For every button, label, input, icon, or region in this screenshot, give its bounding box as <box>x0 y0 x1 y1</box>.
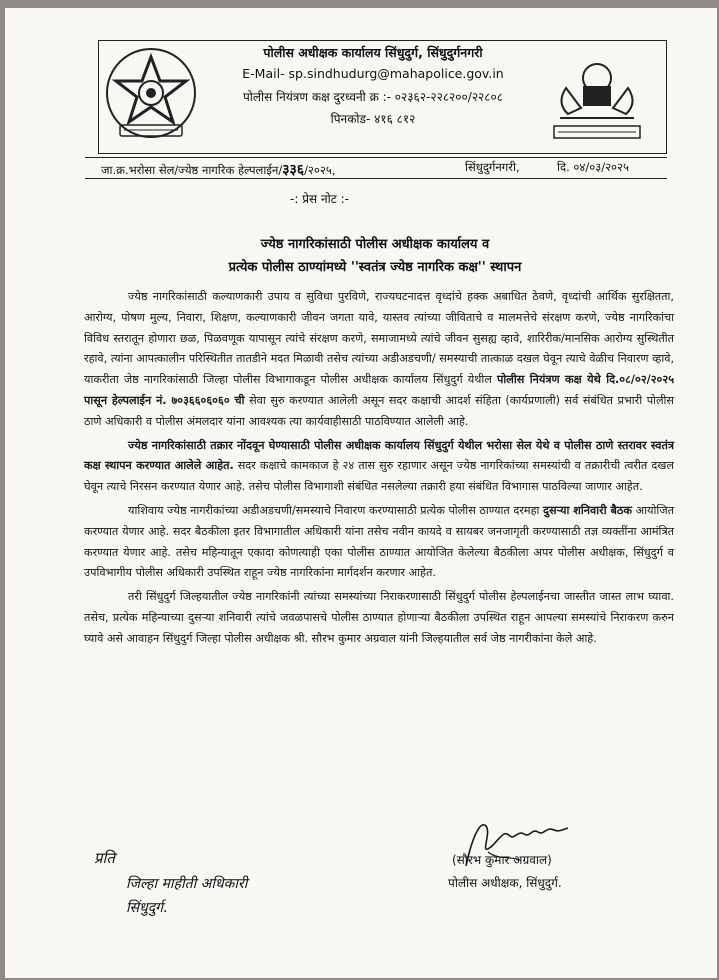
reference-year: /२०२५, <box>304 163 336 177</box>
recipient-line-1: जिल्हा माहीती अधिकारी <box>126 876 248 892</box>
paragraph-1-text: ज्येष्ठ नागरिकांसाठी कल्याणकारी उपाय व सुविधा पुरविणे, राज्यघटनादत्त वृध्दांचे हक्क अबाधित ठेवणे, वृध्दांची आर्थिक सुरक्षितता, आरोग्य, पोषण मुल्य, निवारा, शिक्षण, कल्याणकारी जीवन जगता यावे, यास्तव त्यांच्या जीविताचे व मालमत्तेचे संरक्षण करणे, ज्येष्ठ नागरिकांचा विविध स्तरातून होणारा छळ, पिळवणूक यापासून त्यांचे संरक्षण करणे, समाजामध्ये त्यांचे जीवन सुसह्य व्हावे, शारिरीक/मानसिक आरोग्य सुस्थितीत रहावे, त्यांना आपत्कालीन परिस्थितीत तातडीने मदत मिळावी तसेच त्यांच्या अडीअडचणी/ समस्याची तात्काळ दखल घेवून त्याचे वेळीच निवारण व्हावे, याकरीता जेष्ठ नागरिकांसाठी जिल्हा पोलीस विभागाकडून पोलीस अधीक्षक कार्यालय सिंधुदुर्ग येथील <box>84 290 674 387</box>
reference-bar <box>85 157 667 179</box>
office-name: पोलीस अधीक्षक कार्यालय सिंधुदुर्ग, सिंधुदुर्गनगरी <box>263 45 483 60</box>
paragraph-1-text-end: सेवा सुरु करण्यात आलेली असून सदर कक्षाची आदर्श संहिता (कार्यप्रणाली) सर्व संबंधित प्रभारी पोलीस ठाणे अधिकारी व पोलीस अंमलदार यांना आवश्यक त्या कार्यवाहीसाठी पाठविण्यात आलेली आहे. <box>84 393 674 428</box>
paragraph-4: तरी सिंधुदुर्ग जिल्हयातील ज्येष्ठ नागरिकांनी त्यांच्या समस्यांच्या निराकरणासाठी सिंधुदुर्ग पोलीस हेल्पलाईनचा जास्तीत जास्त लाभ घ्यावा. तसेच, प्रत्येक महिन्याच्या दुसऱ्या शनिवारी त्यांचे जवळपासचे पोलीस ठाण्यात होणाऱ्या बैठकीला उपस्थित राहून आपल्या समस्यांचे निराकरण करुन घ्यावे असे आवाहन सिंधुदुर्ग जिल्हा पोलीस अधीक्षक श्री. सौरभ कुमार अग्रवाल यांनी जिल्हयातील सर्व जेष्ठ नागरीकांना केले आहे. <box>84 590 674 645</box>
reference-number <box>101 160 336 179</box>
reference-outward-number: ३३६ <box>282 162 305 178</box>
recipient-line-2: सिंधुदुर्ग. <box>126 900 168 916</box>
sindhudurg-police-emblem <box>546 48 648 146</box>
paragraph-1 <box>84 287 674 433</box>
meeting-highlight: दुसऱ्या शनिवारी बैठक <box>543 503 633 517</box>
signatory-designation: पोलीस अधीक्षक, सिंधुदुर्ग. <box>448 876 562 890</box>
reference-date: दि. ०४/०३/२०२५ <box>557 160 629 174</box>
paragraph-3-text: याशिवाय ज्येष्ठ नागरीकांच्या अडीअडचणी/समस्याचे निवारण करण्यासाठी प्रत्येक पोलीस ठाण्यात दरमहा <box>128 503 540 517</box>
signatory-name: (सौरभ कुमार अग्रवाल) <box>452 853 552 867</box>
paragraph-3 <box>84 501 674 584</box>
title-line-2: प्रत्येक पोलीस ठाण्यांमध्ये ''स्वतंत्र ज्येष्ठ नागरिक कक्ष'' स्थापन <box>228 260 522 275</box>
reference-prefix: जा.क्र.भरोसा सेल/ज्येष्ठ नागरिक हेल्पलाईन/ <box>101 163 283 177</box>
recipient-prefix: प्रति <box>94 849 115 867</box>
reference-place: सिंधुदुर्गनगरी, <box>465 160 520 174</box>
paragraph-2-text: सदर कक्षाचे कामकाज हे २४ तास सुरु रहाणार असून ज्येष्ठ नागरिकांच्या समस्यांची व तक्रारीची त्वरीत दखल घेवून त्याचे निरसन करण्यात येणार आहे. तसेच पोलीस विभागाशी संबंधित नसलेल्या तक्रारी हया संबंधित विभागास पाठविल्या जाणार आहेत. <box>84 459 674 494</box>
press-note-body <box>84 287 674 653</box>
title-line-1: ज्येष्ठ नागरिकांसाठी पोलीस अधीक्षक कार्यालय व <box>260 237 490 252</box>
maharashtra-police-emblem <box>104 45 198 143</box>
pincode: पिनकोड- ४१६ ८१२ <box>330 112 416 126</box>
office-email: E-Mail- sp.sindhudurg@mahapolice.gov.in <box>242 66 504 81</box>
control-room-phone: पोलीस नियंत्रण कक्ष दुरध्वनी क्र :- ०२३६२-२२८२००/२२८०८ <box>242 90 504 104</box>
paragraph-2 <box>84 436 674 498</box>
paragraph-3-text-end: आयोजित करण्यात येणार आहे. सदर बैठकीला इतर विभागातील अधिकारी यांना तसेच नवीन कायदे व सायबर जनजागृती करण्यासाठी तज्ञ व्यक्तींना आमंत्रित करण्यात येणार आहे. तसेच महिन्यातून एकादा कोणत्याही एका पोलीस ठाण्यात आयोजित केलेल्या बैठकीला अपर पोलीस अधीक्षक, सिंधुदुर्ग व उपविभागीय पोलीस अधिकारी उपस्थित राहून ज्येष्ठ नागरिकांना मार्गदर्शन करणार आहेत. <box>84 503 675 580</box>
helpline-highlight: पोलीस नियंत्रण कक्ष येथे दि.०८/०२/२०२५ पासून हेल्पलाईन नं. ७०३६६०६०६० ची <box>84 373 675 407</box>
cell-highlight: ज्येष्ठ नागरिकांसाठी तक्रार नोंदवून घेण्यासाठी पोलीस अधीक्षक कार्यालय सिंधुदुर्ग येथील भरोसा सेल येथे व पोलीस ठाणे स्तरावर स्वतंत्र कक्ष स्थापन करण्यात आलेले आहेत. <box>84 438 674 473</box>
press-note-heading: -: प्रेस नोट :- <box>290 192 349 206</box>
signature <box>458 808 578 880</box>
